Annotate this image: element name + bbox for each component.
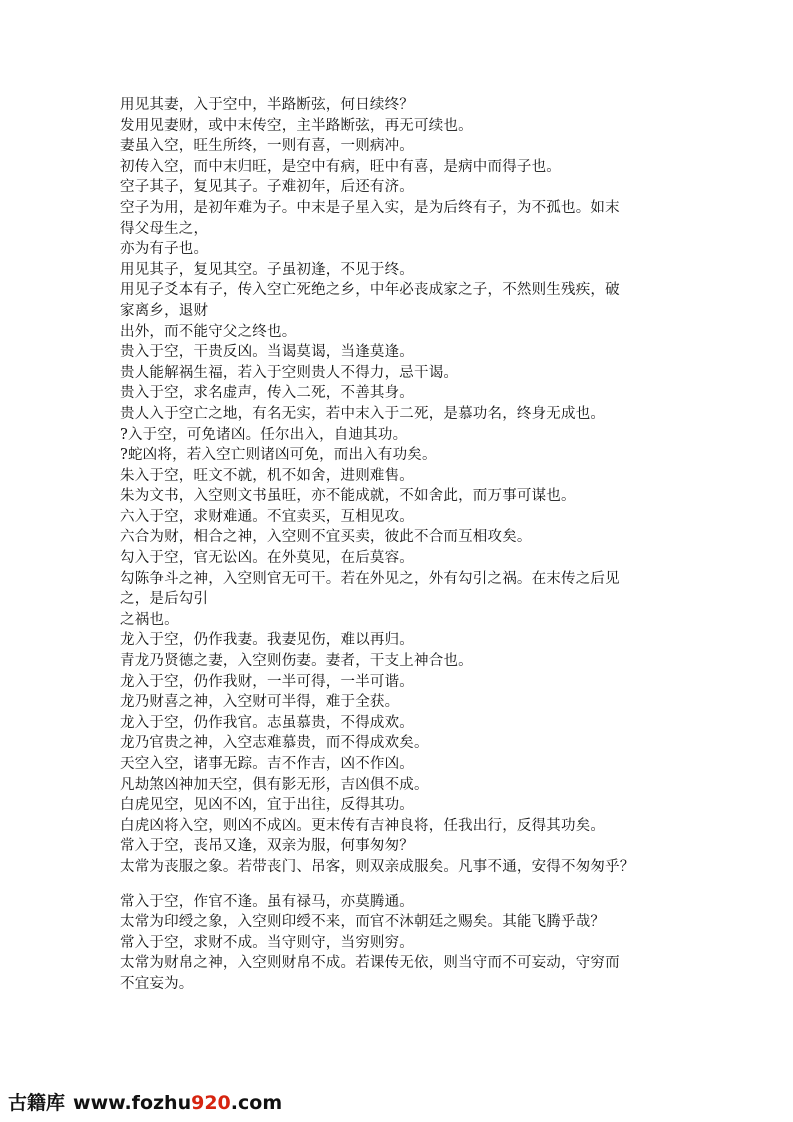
text-line: 龙乃财喜之神，入空财可半得，难于全获。 bbox=[120, 694, 400, 711]
text-line: 之祸也。 bbox=[120, 611, 179, 628]
text-line: 用见其妻，入于空中，半路断弦，何日续终？ bbox=[120, 97, 414, 113]
text-line: 用见其子，复见其空。子虽初逢，不见于终。 bbox=[120, 261, 414, 278]
text-line: 空子其子，复见其子。子难初年，后还有济。 bbox=[120, 179, 414, 196]
text-line: 妻虽入空，旺生所终，一则有喜，一则病冲。 bbox=[120, 138, 414, 155]
text-line: 龙入于空，仍作我官。志虽慕贵，不得成欢。 bbox=[120, 714, 414, 731]
text-line: ?蛇凶将，若入空亡则诸凶可免，而出入有功矣。 bbox=[120, 447, 437, 464]
text-line: 龙入于空，仍作我财，一半可得，一半可谐。 bbox=[120, 673, 414, 690]
text-line: 家离乡，退财 bbox=[120, 302, 209, 319]
text-line: 空子为用，是初年难为子。中末是子星入实，是为后终有子，为不孤也。如末 bbox=[120, 199, 620, 216]
footer-brand: 古籍库 bbox=[8, 1092, 66, 1114]
text-line: 六合为财，相合之神，入空则不宜买卖，彼此不合而互相攻矣。 bbox=[120, 529, 532, 546]
text-line: 勾陈争斗之神，入空则官无可干。若在外见之，外有勾引之祸。在末传之后见 bbox=[120, 570, 620, 587]
watermark-footer bbox=[8, 1088, 282, 1115]
document-body bbox=[120, 95, 680, 995]
footer-url-suffix: .com bbox=[230, 1092, 283, 1114]
blank-line bbox=[120, 878, 680, 892]
text-line: 用见子爻本有子，传入空亡死绝之乡，中年必丧成家之子，不然则生残疾，破 bbox=[120, 282, 620, 299]
text-line: 朱为文书，入空则文书虽旺，亦不能成就，不如舍此，而万事可谋也。 bbox=[120, 488, 576, 505]
text-line: 太常为丧服之象。若带丧门、吊客，则双亲成服矣。凡事不通，安得不匆匆乎？ bbox=[120, 858, 635, 875]
text-line: 常入于空，作官不逢。虽有禄马，亦莫腾通。 bbox=[120, 893, 414, 910]
text-line: 朱入于空，旺文不就，机不如舍，进则难售。 bbox=[120, 467, 414, 484]
text-line: 之，是后勾引 bbox=[120, 591, 209, 608]
text-line: 贵入于空，干贵反凶。当谒莫谒，当逢莫逢。 bbox=[120, 344, 414, 361]
text-line: 得父母生之， bbox=[120, 220, 209, 237]
text-line: 不宜妄为。 bbox=[120, 975, 194, 992]
text-line: ?入于空，可免诸凶。任尔出入，自迪其功。 bbox=[120, 426, 408, 443]
text-line: 白虎见空，见凶不凶，宜于出往，反得其功。 bbox=[120, 797, 414, 814]
text-line: 龙乃官贵之神，入空志难慕贵，而不得成欢矣。 bbox=[120, 735, 429, 752]
text-line: 贵人入于空亡之地，有名无实，若中末入于二死，是慕功名，终身无成也。 bbox=[120, 405, 606, 422]
text-line: 贵入于空，求名虚声，传入二死，不善其身。 bbox=[120, 385, 414, 402]
footer-url-number: 920 bbox=[191, 1092, 231, 1114]
text-line: 太常为印绶之象，入空则印绶不来，而官不沐朝廷之赐矣。其能飞腾乎哉？ bbox=[120, 914, 606, 931]
text-line: 青龙乃贤德之妻，入空则伤妻。妻者，干支上神合也。 bbox=[120, 653, 473, 670]
text-line: 凡劫煞凶神加天空，俱有影无形，吉凶俱不成。 bbox=[120, 776, 429, 793]
text-line: 出外，而不能守父之终也。 bbox=[120, 323, 297, 340]
text-line: 勾入于空，官无讼凶。在外莫见，在后莫容。 bbox=[120, 550, 414, 567]
text-line: 天空入空，诸事无踪。吉不作吉，凶不作凶。 bbox=[120, 756, 414, 772]
text-line: 龙入于空，仍作我妻。我妻见伤，难以再归。 bbox=[120, 632, 414, 649]
footer-url-prefix: www.fozhu bbox=[73, 1092, 192, 1114]
text-line: 初传入空，而中末归旺，是空中有病，旺中有喜，是病中而得子也。 bbox=[120, 158, 561, 175]
text-line: 太常为财帛之神，入空则财帛不成。若课传无依，则当守而不可妄动，守穷而 bbox=[120, 955, 620, 972]
text-line: 发用见妻财，或中末传空，主半路断弦，再无可续也。 bbox=[120, 117, 473, 134]
text-line: 常入于空，求财不成。当守则守，当穷则穷。 bbox=[120, 934, 414, 951]
text-line: 白虎凶将入空，则凶不成凶。更末传有吉神良将，任我出行，反得其功矣。 bbox=[120, 817, 606, 834]
text-line: 六入于空，求财难通。不宜卖买，互相见攻。 bbox=[120, 508, 414, 525]
text-line: 亦为有子也。 bbox=[120, 241, 209, 258]
text-line: 贵人能解祸生福，若入于空则贵人不得力，忌干谒。 bbox=[120, 364, 459, 381]
text-line: 常入于空，丧吊又逢，双亲为服，何事匆匆？ bbox=[120, 838, 414, 855]
